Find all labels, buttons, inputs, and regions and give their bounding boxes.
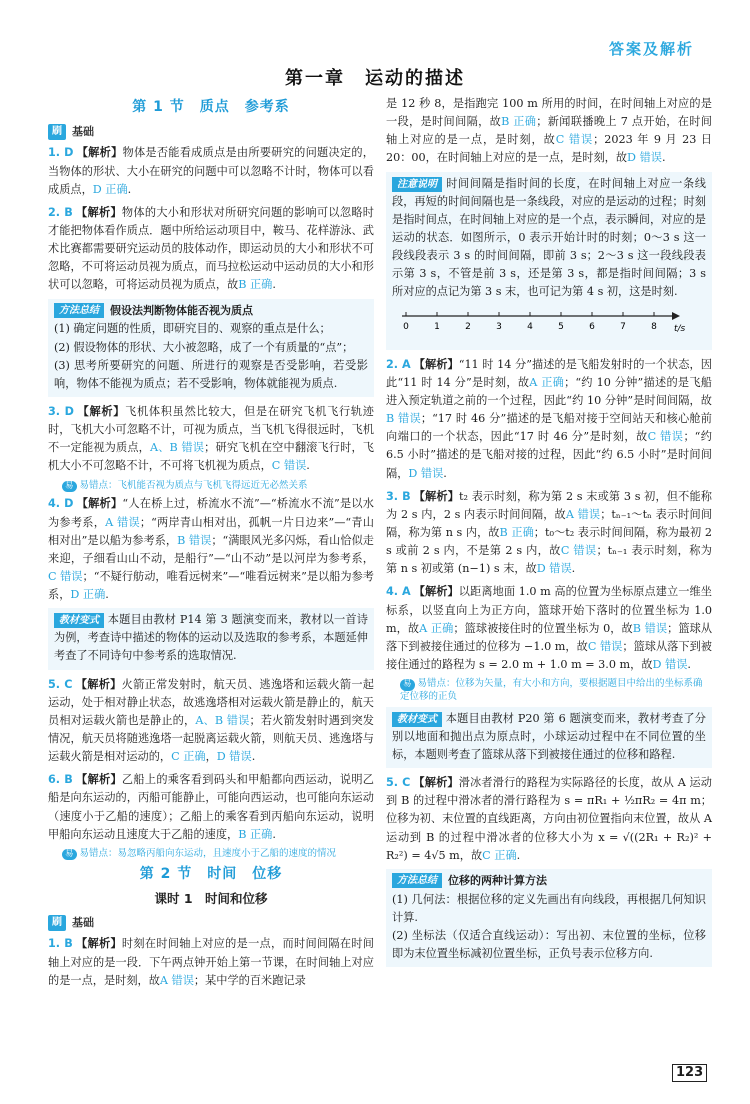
tip-icon: 易 bbox=[62, 481, 77, 492]
axis-tick-label: 7 bbox=[620, 321, 626, 332]
axis-tick-label: 3 bbox=[496, 321, 502, 332]
answer-item: 2. B 【解析】物体的大小和形状对所研究问题的影响可以忽略时才能把物体看作质点．题中所给运动项目中，鞍马、花样游泳、武术比赛都需要研究运动员的肢体动作，即运动员的大小和形状不可忽略，不可将运动员视为质点，而马拉松运动中运动员的大小和形状可以忽略，可将运动员视为质点，故B 正确. bbox=[48, 204, 374, 292]
note-badge: 注意说明 bbox=[392, 177, 442, 192]
variant-text: 本题目由教材 P20 第 6 题演变而来，教材考查了分别以地面和抛出点为原点时，小球运动过程中在不同位置的坐标，本题则考查了篮球从落下到被接住通过的位移和路程. bbox=[392, 711, 706, 761]
method-summary-box bbox=[48, 299, 374, 397]
section-title: 第 1 节 质点 参考系 bbox=[132, 99, 290, 115]
basics-badge: 刷 bbox=[48, 915, 66, 931]
section-title: 第 2 节 时间 位移 bbox=[139, 865, 283, 882]
method-line: (2) 假设物体的形状、大小被忽略，成了一个有质量的“点”； bbox=[54, 340, 354, 354]
axis-tick-label: 5 bbox=[558, 321, 564, 332]
answer-item: 是 12 秒 8，是指跑完 100 m 所用的时间，在时间轴上对应的是一段，是时间间隔，故B 正确；新闻联播晚上 7 点开始，在时间轴上对应的是一点，是时刻，故C 错误；2023 年 9 月 23 日 20：00，在时间轴上对应的是一点，是时刻，故D 错误. bbox=[386, 97, 712, 165]
method-line: (1) 几何法：根据位移的定义先画出有向线段，再根据几何知识计算. bbox=[392, 892, 706, 924]
axis-tick-label: 6 bbox=[589, 321, 595, 332]
right-column bbox=[386, 94, 712, 972]
method-badge: 方法总结 bbox=[54, 303, 104, 318]
left-column bbox=[48, 94, 374, 994]
answer-item: 3. D 【解析】飞机体积虽然比较大，但是在研究飞机飞行轨迹时，飞机大小可忽略不计，可视为质点，当飞机飞得很远时，飞机不一定能视为质点，A、B 错误；研究飞机在空中翻滚飞行时，飞机大小不可忽略不计，不可将飞机视为质点，C 错误. bbox=[48, 403, 374, 473]
method-line: (2) 坐标法（仅适合直线运动）：写出初、末位置的坐标，位移即为末位置坐标减初位置坐标，正负号表示位移方向. bbox=[392, 928, 706, 961]
method-badge: 方法总结 bbox=[392, 873, 442, 888]
page-number: 123 bbox=[672, 1064, 707, 1082]
axis-tick-label: 1 bbox=[434, 321, 440, 332]
header-tag: 答案及解析 bbox=[608, 40, 694, 58]
method-title: 假设法判断物体能否视为质点 bbox=[110, 303, 253, 317]
answer-item: 6. B 【解析】乙船上的乘客看到码头和甲船都向西运动，说明乙船是向东运动的，丙船可能静止，可能向西运动，也可能向东运动（速度小于乙船的速度）；乙船上的乘客看到丙船向东运动，说明甲船向东运动且速度大于乙船的速度，B 正确. bbox=[48, 772, 374, 841]
error-tip: 易 易错点：位移为矢量，有大小和方向，要根据题目中给出的坐标系确定位移的正负 bbox=[400, 678, 703, 702]
method-summary-box bbox=[386, 869, 712, 967]
answer-item: 2. A 【解析】“11 时 14 分”描述的是飞船发射时的一个状态，因此“11 时 14 分”是时刻，故A 正确；“约 10 分钟”描述的是飞船进入预定轨道之前的一个过程，因此“约 10 分钟”是时间间隔，故B 错误；“17 时 46 分”描述的是飞船对接于空间站天和核心舱前向端口的一个状态，因此“17 时 46 分”是时刻，故C 错误；“约 6.5 小时”描述的是飞船对接的过程，因此“约 6.5 小时”是时间间隔，D 错误. bbox=[386, 356, 712, 480]
axis-tick-label: 2 bbox=[465, 321, 471, 332]
answer-item: 1. B 【解析】时刻在时间轴上对应的是一点，而时间间隔在时间轴上对应的是一段．下午两点钟开始上第一节课，在时间轴上对应的是一点，是时刻，故A 错误；某中学的百米跑记录 bbox=[48, 936, 374, 987]
tip-icon: 易 bbox=[62, 849, 77, 860]
basics-badge: 刷 bbox=[48, 124, 66, 140]
answer-item: 4. D 【解析】“人在桥上过，桥流水不流”—“桥流水不流”是以水为参考系，A 错误；“两岸青山相对出，孤帆一片日边来”—“青山相对出”是以船为参考系，B 错误；“满眼风光多闪烁，看山恰似走来迎，子细看山山不动，是船行”—“山不动”是以河岸为参考系，C 错误；“不疑行舫动，唯看远树来”—“唯看远树来”是以船为参考系，D 正确. bbox=[48, 496, 374, 602]
basics-label: 基础 bbox=[72, 915, 94, 929]
chapter-title: 第一章 运动的描述 bbox=[285, 68, 465, 89]
error-tip: 易 易错点：易忽略丙船向东运动，且速度小于乙船的速度的情况 bbox=[62, 848, 374, 861]
axis-tick-label: 8 bbox=[651, 321, 657, 332]
basics-header bbox=[48, 914, 374, 932]
time-axis-svg bbox=[392, 306, 692, 334]
note-text: 时间间隔是指时间的长度，在时间轴上对应一条线段，再短的时间间隔也是一条线段，对应的是运动的过程；时刻是指时间点，在时间轴上对应的是一个点，表示瞬间，对应的是运动的状态．如图所示，0 表示开始计时的时刻；0～3 s 这一段线段表示 3 s 的时间间隔，即前 3 s；2～3 s 这一段线段表示第 3 s，不管是前 3 s，还是第 3 s，都是指时间间隔；3 s 所对应的点记为第 3 s 末，也可记为第 4 s 初，这是时刻. bbox=[392, 176, 706, 299]
answer-item: 5. C 【解析】火箭正常发射时，航天员、逃逸塔和运载火箭一起运动，处于相对静止状态，故逃逸塔相对运载火箭是静止的，航天员相对运载火箭也是静止的，A、B 错误；若火箭发射时遇到突发情况，航天员将随逃逸塔一起脱离运载火箭，则航天员、逃逸塔与运载火箭是相对运动的，C 正确，D 错误. bbox=[48, 676, 374, 764]
variant-badge: 教材变式 bbox=[392, 712, 442, 727]
tip-icon: 易 bbox=[400, 679, 415, 690]
axis-tick-label: 0 bbox=[403, 321, 409, 332]
variant-badge: 教材变式 bbox=[54, 613, 104, 628]
answer-item: 4. A 【解析】以距离地面 1.0 m 高的位置为坐标原点建立一维坐标系，以竖直向上为正方向，篮球开始下落时的位置坐标为 1.0 m，故A 正确；篮球被接住时的位置坐标为 0，故B 错误；篮球从落下到被接住通过的位移为 −1.0 m，故C 错误；篮球从落下到被接住通过的路程为 s = 2.0 m + 1.0 m = 3.0 m，故D 错误. bbox=[386, 584, 713, 671]
method-line: (3) 思考所要研究的问题、所进行的观察是否受影响，若受影响，物体不能视为质点；若不受影响，物体就能视为质点. bbox=[54, 358, 368, 390]
answer-item: 3. B 【解析】t₂ 表示时刻，称为第 2 s 末或第 3 s 初，但不能称为 2 s 内，2 s 内表示时间间隔，故A 错误；tₙ₋₁～tₙ 表示时间间隔，称为第 n s 内，故B 正确；t₀～t₂ 表示时间间隔，称为最初 2 s 或前 2 s 内，不是第 2 s 内，故C 错误；tₙ₋₁ 表示时刻，称为第 n s 初或第 (n−1) s 末，故D 错误. bbox=[386, 488, 713, 576]
answer-item: 5. C 【解析】滑冰者滑行的路程为实际路径的长度，故从 A 运动到 B 的过程中滑冰者的滑行路程为 s = πR₁ + ½πR₂ = 4π m；位移为初、末位置的直线距离，方向由初位置指向末位置，故从 A 运动到 B 的过程中滑冰者的位移大小为 x = √((2R₁ + R₂)² + R₂²) = 4√5 m，故C 正确. bbox=[386, 775, 712, 862]
textbook-variant-box bbox=[386, 707, 712, 768]
variant-text: 本题目由教材 P14 第 3 题演变而来，教材以一首诗为例，考查诗中描述的物体的运动以及选取的参考系，本题延伸考查了不同诗句中参考系的选取情况. bbox=[54, 613, 368, 663]
textbook-variant-box bbox=[48, 608, 374, 669]
answer-item: 1. D 【解析】物体是否能看成质点是由所要研究的问题决定的，当物体的形状、大小在研究的问题中可以忽略不计时，物体可以看成质点，D 正确. bbox=[48, 145, 374, 196]
note-box bbox=[386, 172, 712, 350]
basics-header bbox=[48, 123, 374, 141]
basics-label: 基础 bbox=[72, 124, 94, 138]
axis-tick-label: 4 bbox=[527, 321, 533, 332]
axis-unit: t/s bbox=[674, 323, 686, 334]
method-title: 位移的两种计算方法 bbox=[448, 873, 547, 887]
error-tip: 易 易错点：飞机能否视为质点与飞机飞得远近无必然关系 bbox=[62, 480, 374, 493]
time-axis bbox=[392, 306, 706, 340]
axis-arrow bbox=[672, 312, 680, 320]
method-line: (1) 确定问题的性质，即研究目的、观察的重点是什么； bbox=[54, 322, 331, 336]
lesson-title: 课时 1 时间和位移 bbox=[154, 891, 268, 907]
